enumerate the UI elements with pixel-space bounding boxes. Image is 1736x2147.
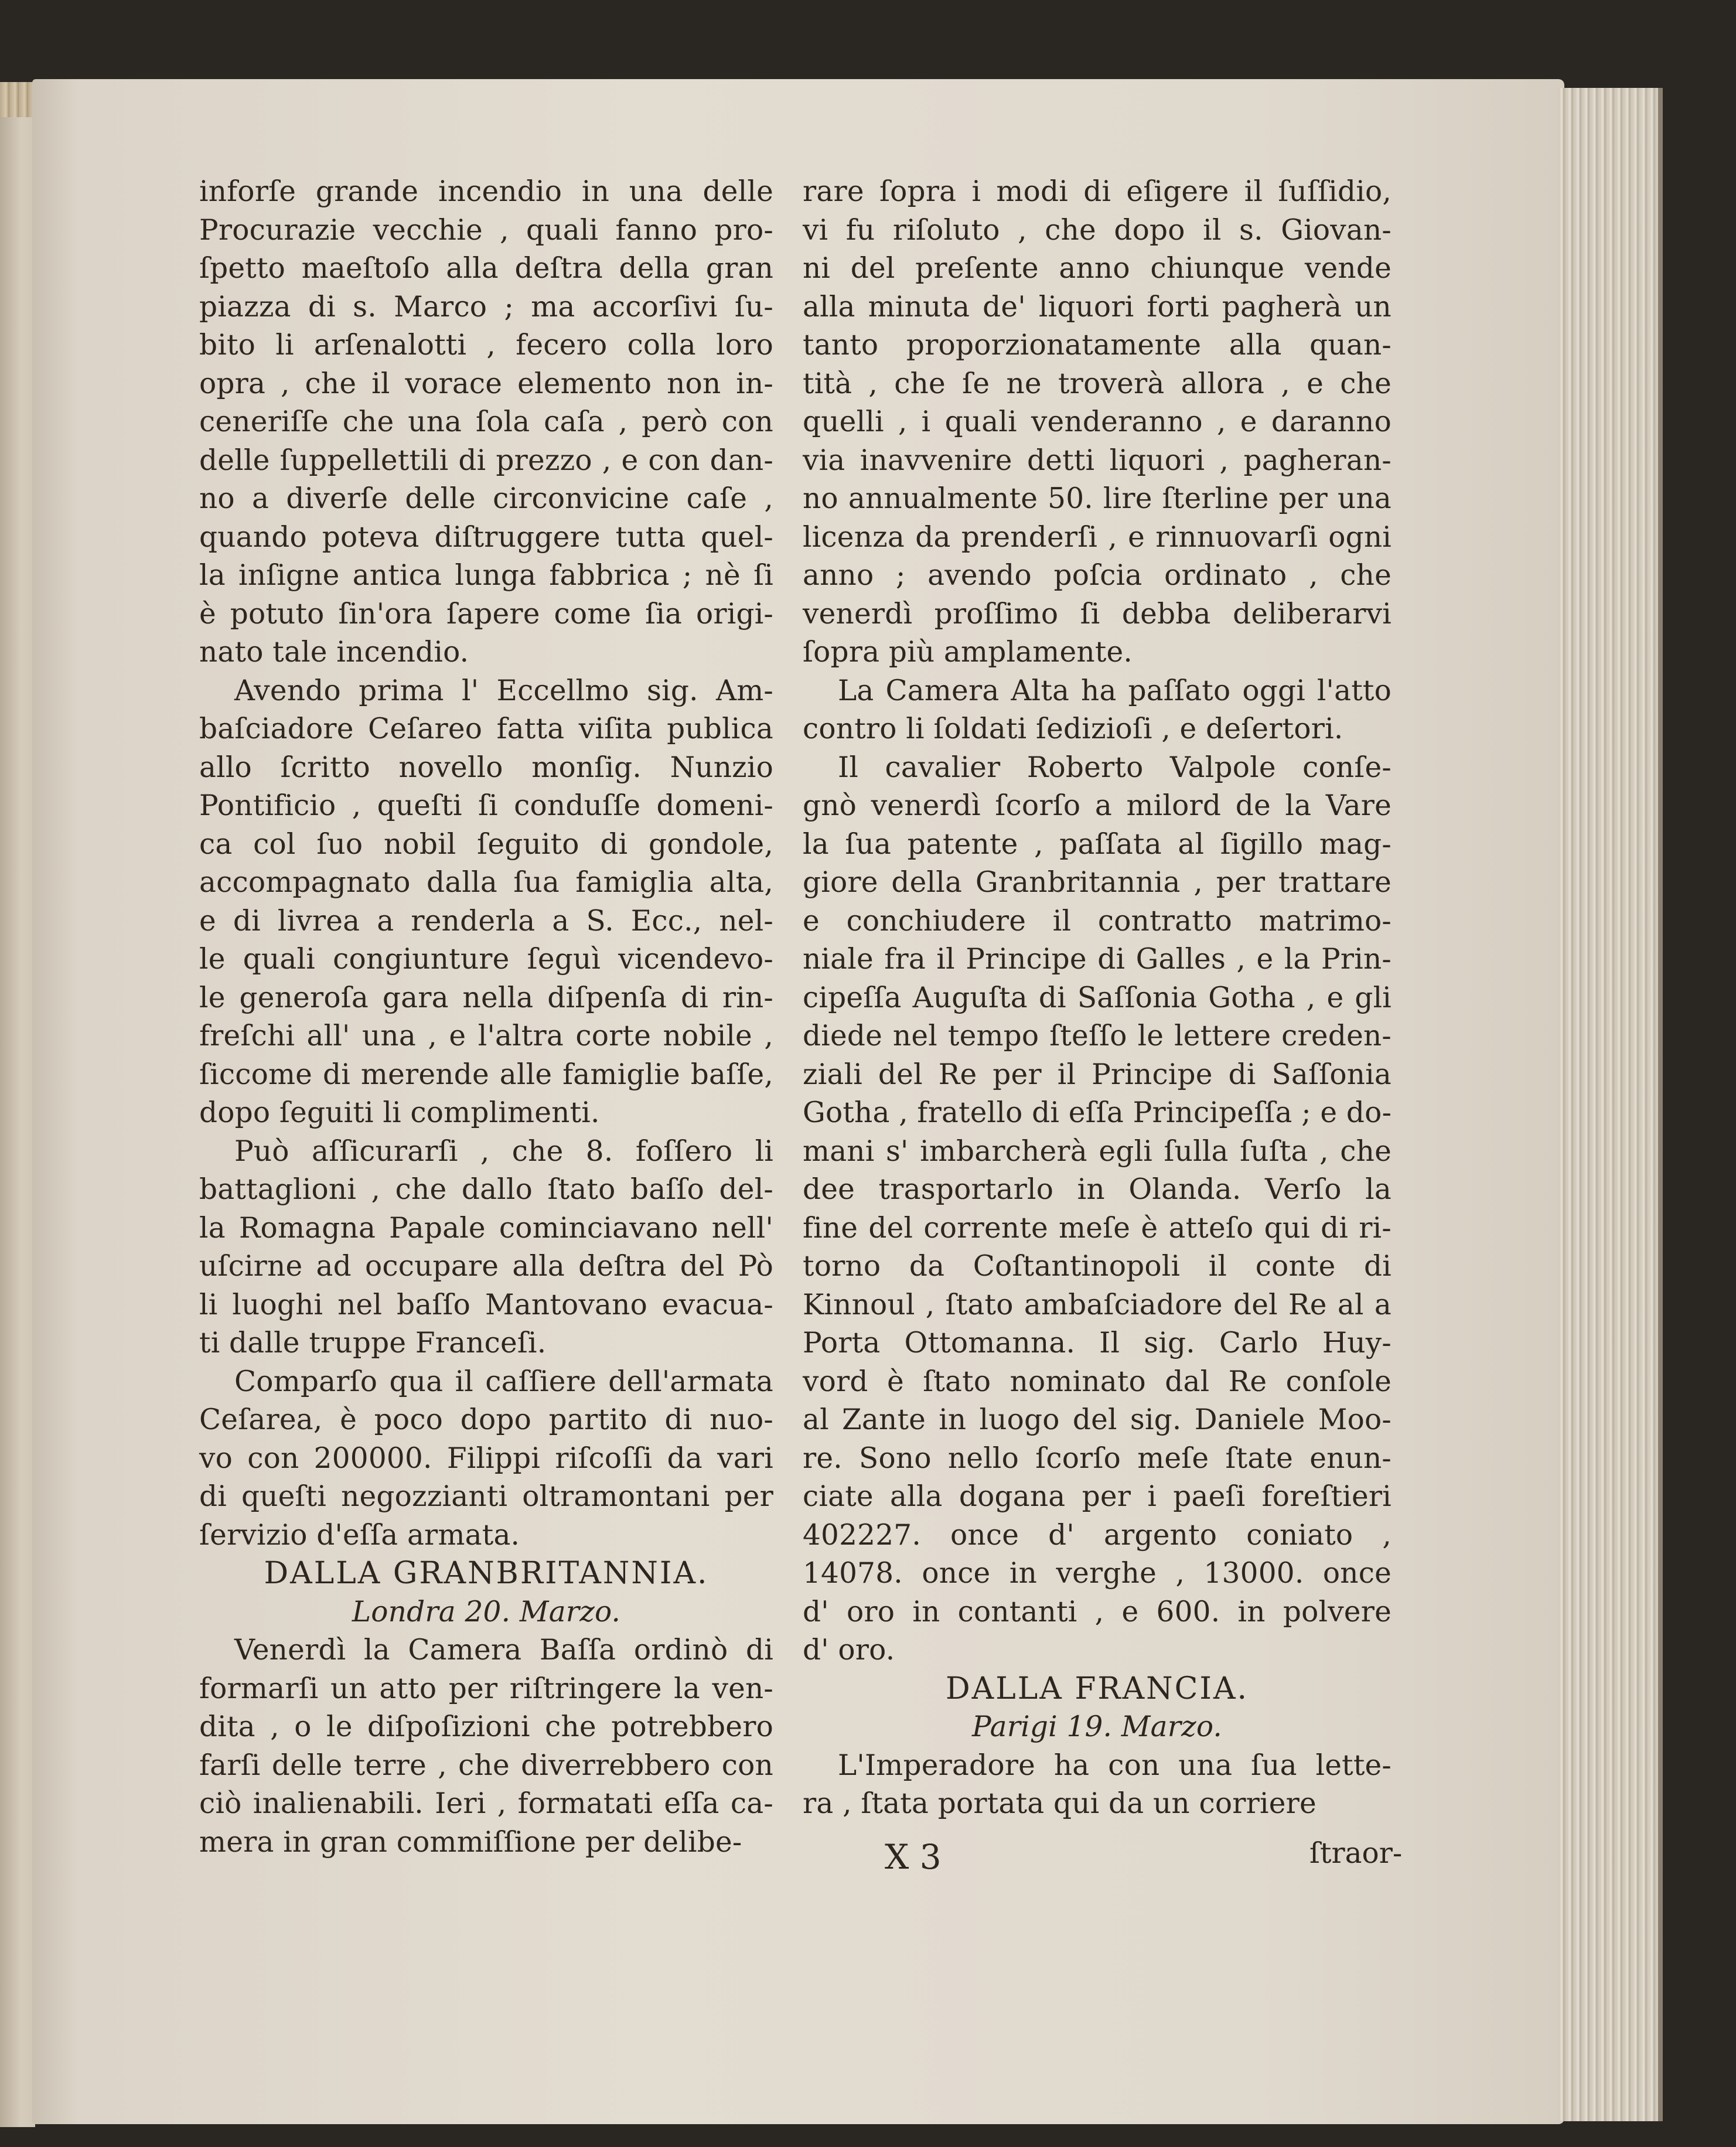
text-line: ra , ſtata portata qui da un corriere	[803, 1787, 1317, 1820]
text-line: dita , o le diſpoſizioni che potrebbero	[199, 1710, 773, 1743]
text-line: vord è ſtato nominato dal Re conſole	[803, 1365, 1391, 1398]
text-line: uſcirne ad occupare alla deſtra del Pò	[199, 1250, 773, 1283]
text-line: mera in gran commiſſione per delibe-	[199, 1825, 742, 1859]
right-column	[803, 173, 1391, 1824]
text-line: delle ſuppellettili di prezzo , e con dan-	[199, 444, 773, 477]
text-line: formarſi un atto per riſtringere la ven-	[199, 1672, 773, 1705]
text-line: è potuto ſin'ora ſapere come ſia origi-	[199, 597, 773, 631]
text-line: quando poteva diſtruggere tutta quel-	[199, 520, 773, 554]
text-line: ni del preſente anno chiunque vende	[803, 252, 1391, 285]
text-line: le quali congiunture ſeguì vicendevo-	[199, 943, 773, 976]
text-line: Pontificio , queſti ſi conduſſe domeni-	[199, 789, 773, 822]
text-line: rare ſopra i modi di eſigere il ſuſſidio,	[803, 175, 1391, 208]
text-line: ceneriſſe che una ſola caſa , però con	[199, 405, 773, 438]
text-line: ti dalle truppe Franceſi.	[199, 1327, 547, 1359]
signature-mark: X 3	[885, 1837, 942, 1877]
text-line: freſchi all' una , e l'altra corte nobile ,	[199, 1020, 773, 1052]
text-line: la ſua patente , paſſata al ſigillo mag-	[803, 827, 1391, 861]
text-line: 402227. once d' argento coniato ,	[803, 1518, 1391, 1552]
text-line: La Camera Alta ha paſſato oggi l'atto	[838, 674, 1391, 707]
text-line: dee trasportarlo in Olanda. Verſo la	[803, 1173, 1391, 1206]
text-line: anno ; avendo poſcia ordinato , che	[803, 559, 1391, 592]
text-line: Avendo prima l' Eccellmo sig. Am-	[234, 674, 773, 707]
text-line: battaglioni , che dallo ſtato baſſo del-	[199, 1173, 773, 1206]
text-line: Procurazie vecchie , quali fanno pro-	[199, 213, 773, 247]
text-line: Venerdì la Camera Baſſa ordinò di	[234, 1634, 773, 1667]
text-line: Può aſſicurarſi , che 8. foſſero li	[234, 1134, 773, 1168]
text-line: quelli , i quali venderanno , e daranno	[803, 405, 1391, 438]
dateline: Londra 20. Marzo.	[352, 1595, 621, 1628]
text-line: Porta Ottomanna. Il sig. Carlo Huy-	[803, 1327, 1391, 1359]
text-line: via inavvenire detti liquori , pagheran-	[803, 444, 1391, 477]
text-line: niale fra il Principe di Galles , e la Prin-	[803, 943, 1391, 976]
text-line: ſiccome di merende alle famiglie baſſe,	[199, 1058, 773, 1091]
text-line: re. Sono nello ſcorſo meſe ſtate enun-	[803, 1441, 1391, 1475]
left-column	[199, 173, 773, 1862]
text-line: torno da Coſtantinopoli il conte di	[803, 1250, 1391, 1283]
text-line: giore della Granbritannia , per trattare	[803, 866, 1391, 899]
text-line: 14078. once in verghe , 13000. once	[803, 1557, 1391, 1590]
book-spine	[0, 82, 35, 2127]
text-line: L'Imperadore ha con una ſua lette-	[838, 1749, 1391, 1782]
text-line: di queſti negozzianti oltramontani per	[199, 1480, 773, 1513]
text-line: le generoſa gara nella diſpenſa di rin-	[199, 981, 773, 1014]
text-line: ciate alla dogana per i paeſi foreſtieri	[803, 1480, 1391, 1513]
text-line: d' oro.	[803, 1634, 895, 1667]
text-line: allo ſcritto novello monſig. Nunzio	[199, 751, 773, 784]
dateline: Parigi 19. Marzo.	[971, 1710, 1223, 1743]
page-fore-edge	[1558, 88, 1663, 2121]
text-line: fine del corrente meſe è atteſo qui di ri-	[803, 1211, 1391, 1245]
text-line: tità , che ſe ne troverà allora , e che	[803, 367, 1391, 400]
text-line: ſervizio d'eſſa armata.	[199, 1518, 520, 1552]
text-line: Gotha , fratello di eſſa Principeſſa ; e do-	[803, 1096, 1392, 1129]
text-line: mani s' imbarcherà egli ſulla ſuſta , che	[803, 1134, 1391, 1168]
section-heading: DALLA GRANBRITANNIA.	[264, 1556, 709, 1591]
text-line: e di livrea a renderla a S. Ecc., nel-	[199, 904, 773, 938]
text-line: Ceſarea, è poco dopo partito di nuo-	[199, 1403, 773, 1436]
text-line: nato tale incendio.	[199, 636, 469, 669]
text-line: la Romagna Papale cominciavano nell'	[199, 1211, 773, 1245]
text-line: ſpetto maeſtoſo alla deſtra della gran	[199, 252, 773, 285]
text-line: e conchiudere il contratto matrimo-	[803, 904, 1391, 938]
text-line: alla minuta de' liquori forti pagherà un	[803, 290, 1391, 323]
text-line: inforſe grande incendio in una delle	[199, 175, 773, 208]
text-line: ciò inalienabili. Ieri , formatati eſſa ca-	[199, 1787, 773, 1820]
text-line: li luoghi nel baſſo Mantovano evacua-	[199, 1288, 773, 1321]
text-line: contro li ſoldati ſedizioſi , e deſertori.	[803, 713, 1343, 745]
text-line: al Zante in luogo del sig. Daniele Moo-	[803, 1403, 1391, 1436]
text-line: no a diverſe delle circonvicine caſe ,	[199, 482, 773, 515]
text-line: opra , che il vorace elemento non in-	[199, 367, 773, 400]
text-line: accompagnato dalla ſua famiglia alta,	[199, 866, 773, 899]
text-line: piazza di s. Marco ; ma accorſivi ſu-	[199, 290, 773, 323]
text-line: diede nel tempo ſteſſo le lettere creden-	[803, 1020, 1391, 1052]
text-line: Kinnoul , ſtato ambaſciadore del Re al a	[803, 1288, 1391, 1321]
catchword: ſtraor-	[1309, 1837, 1403, 1870]
section-heading: DALLA FRANCIA.	[945, 1671, 1249, 1706]
text-line: dopo ſeguiti li complimenti.	[199, 1096, 600, 1129]
text-line: venerdì proſſimo ſi debba deliberarvi	[803, 597, 1391, 631]
text-line: ſopra più amplamente.	[803, 636, 1133, 669]
text-line: vi fu riſoluto , che dopo il s. Giovan-	[803, 213, 1391, 247]
text-line: tanto proporzionatamente alla quan-	[803, 329, 1391, 362]
text-line: la inſigne antica lunga fabbrica ; nè ſi	[199, 559, 773, 592]
text-line: ca col ſuo nobil ſeguito di gondole,	[199, 827, 773, 861]
text-line: licenza da prenderſi , e rinnuovarſi ogni	[803, 520, 1391, 554]
text-line: Il cavalier Roberto Valpole conſe-	[838, 751, 1391, 784]
text-line: vo con 200000. Filippi riſcoſſi da vari	[199, 1441, 773, 1475]
text-line: bito li arſenalotti , fecero colla loro	[199, 329, 773, 362]
text-line: ziali del Re per il Principe di Saſſonia	[803, 1058, 1391, 1091]
text-line: Comparſo qua il caſſiere dell'armata	[234, 1365, 773, 1398]
text-line: baſciadore Ceſareo fatta viſita publica	[199, 713, 773, 745]
text-line: cipeſſa Auguſta di Saſſonia Gotha , e gli	[803, 981, 1391, 1014]
text-line: gnò venerdì ſcorſo a milord de la Vare	[803, 789, 1391, 822]
text-line: no annualmente 50. lire ſterline per una	[803, 482, 1391, 515]
text-line: d' oro in contanti , e 600. in polvere	[803, 1595, 1391, 1628]
text-line: farſi delle terre , che diverrebbero con	[199, 1749, 773, 1782]
